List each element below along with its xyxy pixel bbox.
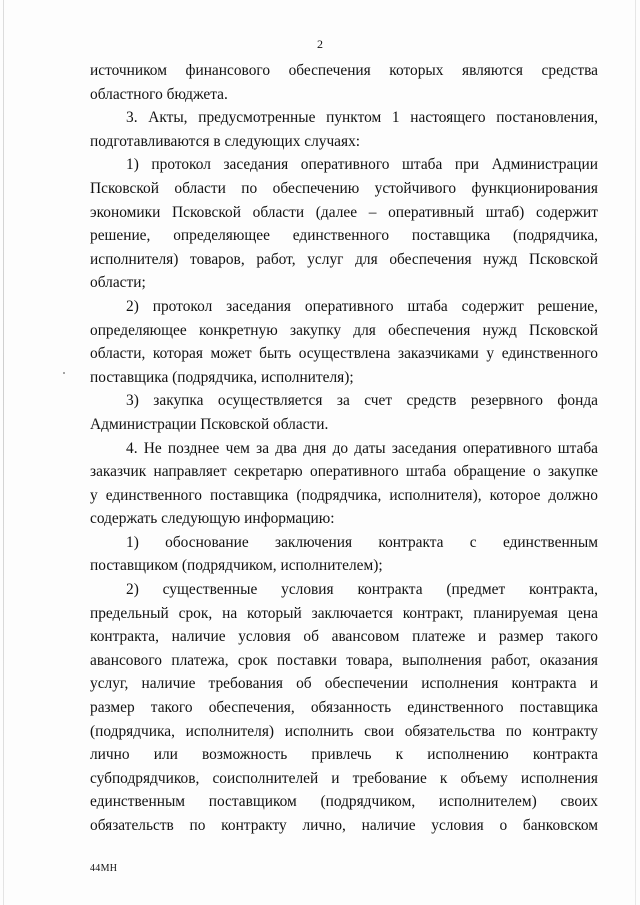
document-footer-code: 44МН xyxy=(90,863,118,874)
text-line: контракта, наличие условия об авансовом платеже и размер такого xyxy=(90,628,598,646)
text-line: субподрядчиков, соисполнителей и требование к объему исполнения xyxy=(90,769,598,787)
scan-speck xyxy=(63,372,65,374)
text-line: содержать следующую информацию: xyxy=(90,510,335,528)
text-line: области; xyxy=(90,274,146,292)
text-line: предельный срок, на который заключается контракт, планируемая цена xyxy=(90,604,598,622)
text-line: 3) закупка осуществляется за счет средств резервного фонда xyxy=(126,392,598,410)
text-line: подготавливаются в следующих случаях: xyxy=(90,132,361,150)
text-line: размер такого обеспечения, обязанность единственного поставщика xyxy=(90,699,598,717)
scan-edge-right xyxy=(635,0,636,905)
text-line: 2) существенные условия контракта (предмет контракта, xyxy=(126,581,598,599)
text-line: исполнителя) товаров, работ, услуг для обеспечения нужд Псковской xyxy=(90,250,598,268)
text-line: (подрядчика, исполнителя) исполнить свои обязательства по контракту xyxy=(90,722,598,740)
text-line: 2) протокол заседания оперативного штаба содержит решение, xyxy=(126,297,598,315)
text-line: экономики Псковской области (далее – оперативный штаб) содержит xyxy=(90,203,598,221)
text-line: Псковской области по обеспечению устойчивого функционирования xyxy=(90,179,598,197)
text-line: области, которая может быть осуществлена заказчиками у единственного xyxy=(90,345,598,363)
text-line: единственным поставщиком (подрядчиком, исполнителем) своих xyxy=(90,793,598,811)
text-line: определяющее конкретную закупку для обеспечения нужд Псковской xyxy=(90,321,598,339)
text-line: 3. Акты, предусмотренные пунктом 1 настоящего постановления, xyxy=(126,109,598,127)
scan-edge-left xyxy=(3,0,4,905)
text-line: Администрации Псковской области. xyxy=(90,415,329,433)
text-line: поставщика (подрядчика, исполнителя); xyxy=(90,368,354,386)
text-line: услуг, наличие требования об обеспечении исполнения контракта и xyxy=(90,675,598,693)
text-line: 4. Не позднее чем за два дня до даты заседания оперативного штаба xyxy=(126,439,598,457)
text-line: 1) протокол заседания оперативного штаба при Администрации xyxy=(126,156,598,174)
text-line: поставщиком (подрядчиком, исполнителем); xyxy=(90,557,383,575)
text-line: заказчик направляет секретарю оперативного штаба обращение о закупке xyxy=(90,463,598,481)
text-line: у единственного поставщика (подрядчика, исполнителя), которое должно xyxy=(90,486,598,504)
text-line: областного бюджета. xyxy=(90,85,228,103)
document-body xyxy=(90,59,598,838)
page-number: 2 xyxy=(317,37,323,51)
text-line: обязательств по контракту лично, наличие условия о банковском xyxy=(90,817,598,834)
text-line: лично или возможность привлечь к исполнению контракта xyxy=(90,746,598,764)
text-line: авансового платежа, срок поставки товара, выполнения работ, оказания xyxy=(90,651,598,669)
text-line: решение, определяющее единственного поставщика (подрядчика, xyxy=(90,227,598,245)
text-line: 1) обоснование заключения контракта с единственным xyxy=(126,533,598,551)
text-line: источником финансового обеспечения которых являются средства xyxy=(90,62,598,79)
